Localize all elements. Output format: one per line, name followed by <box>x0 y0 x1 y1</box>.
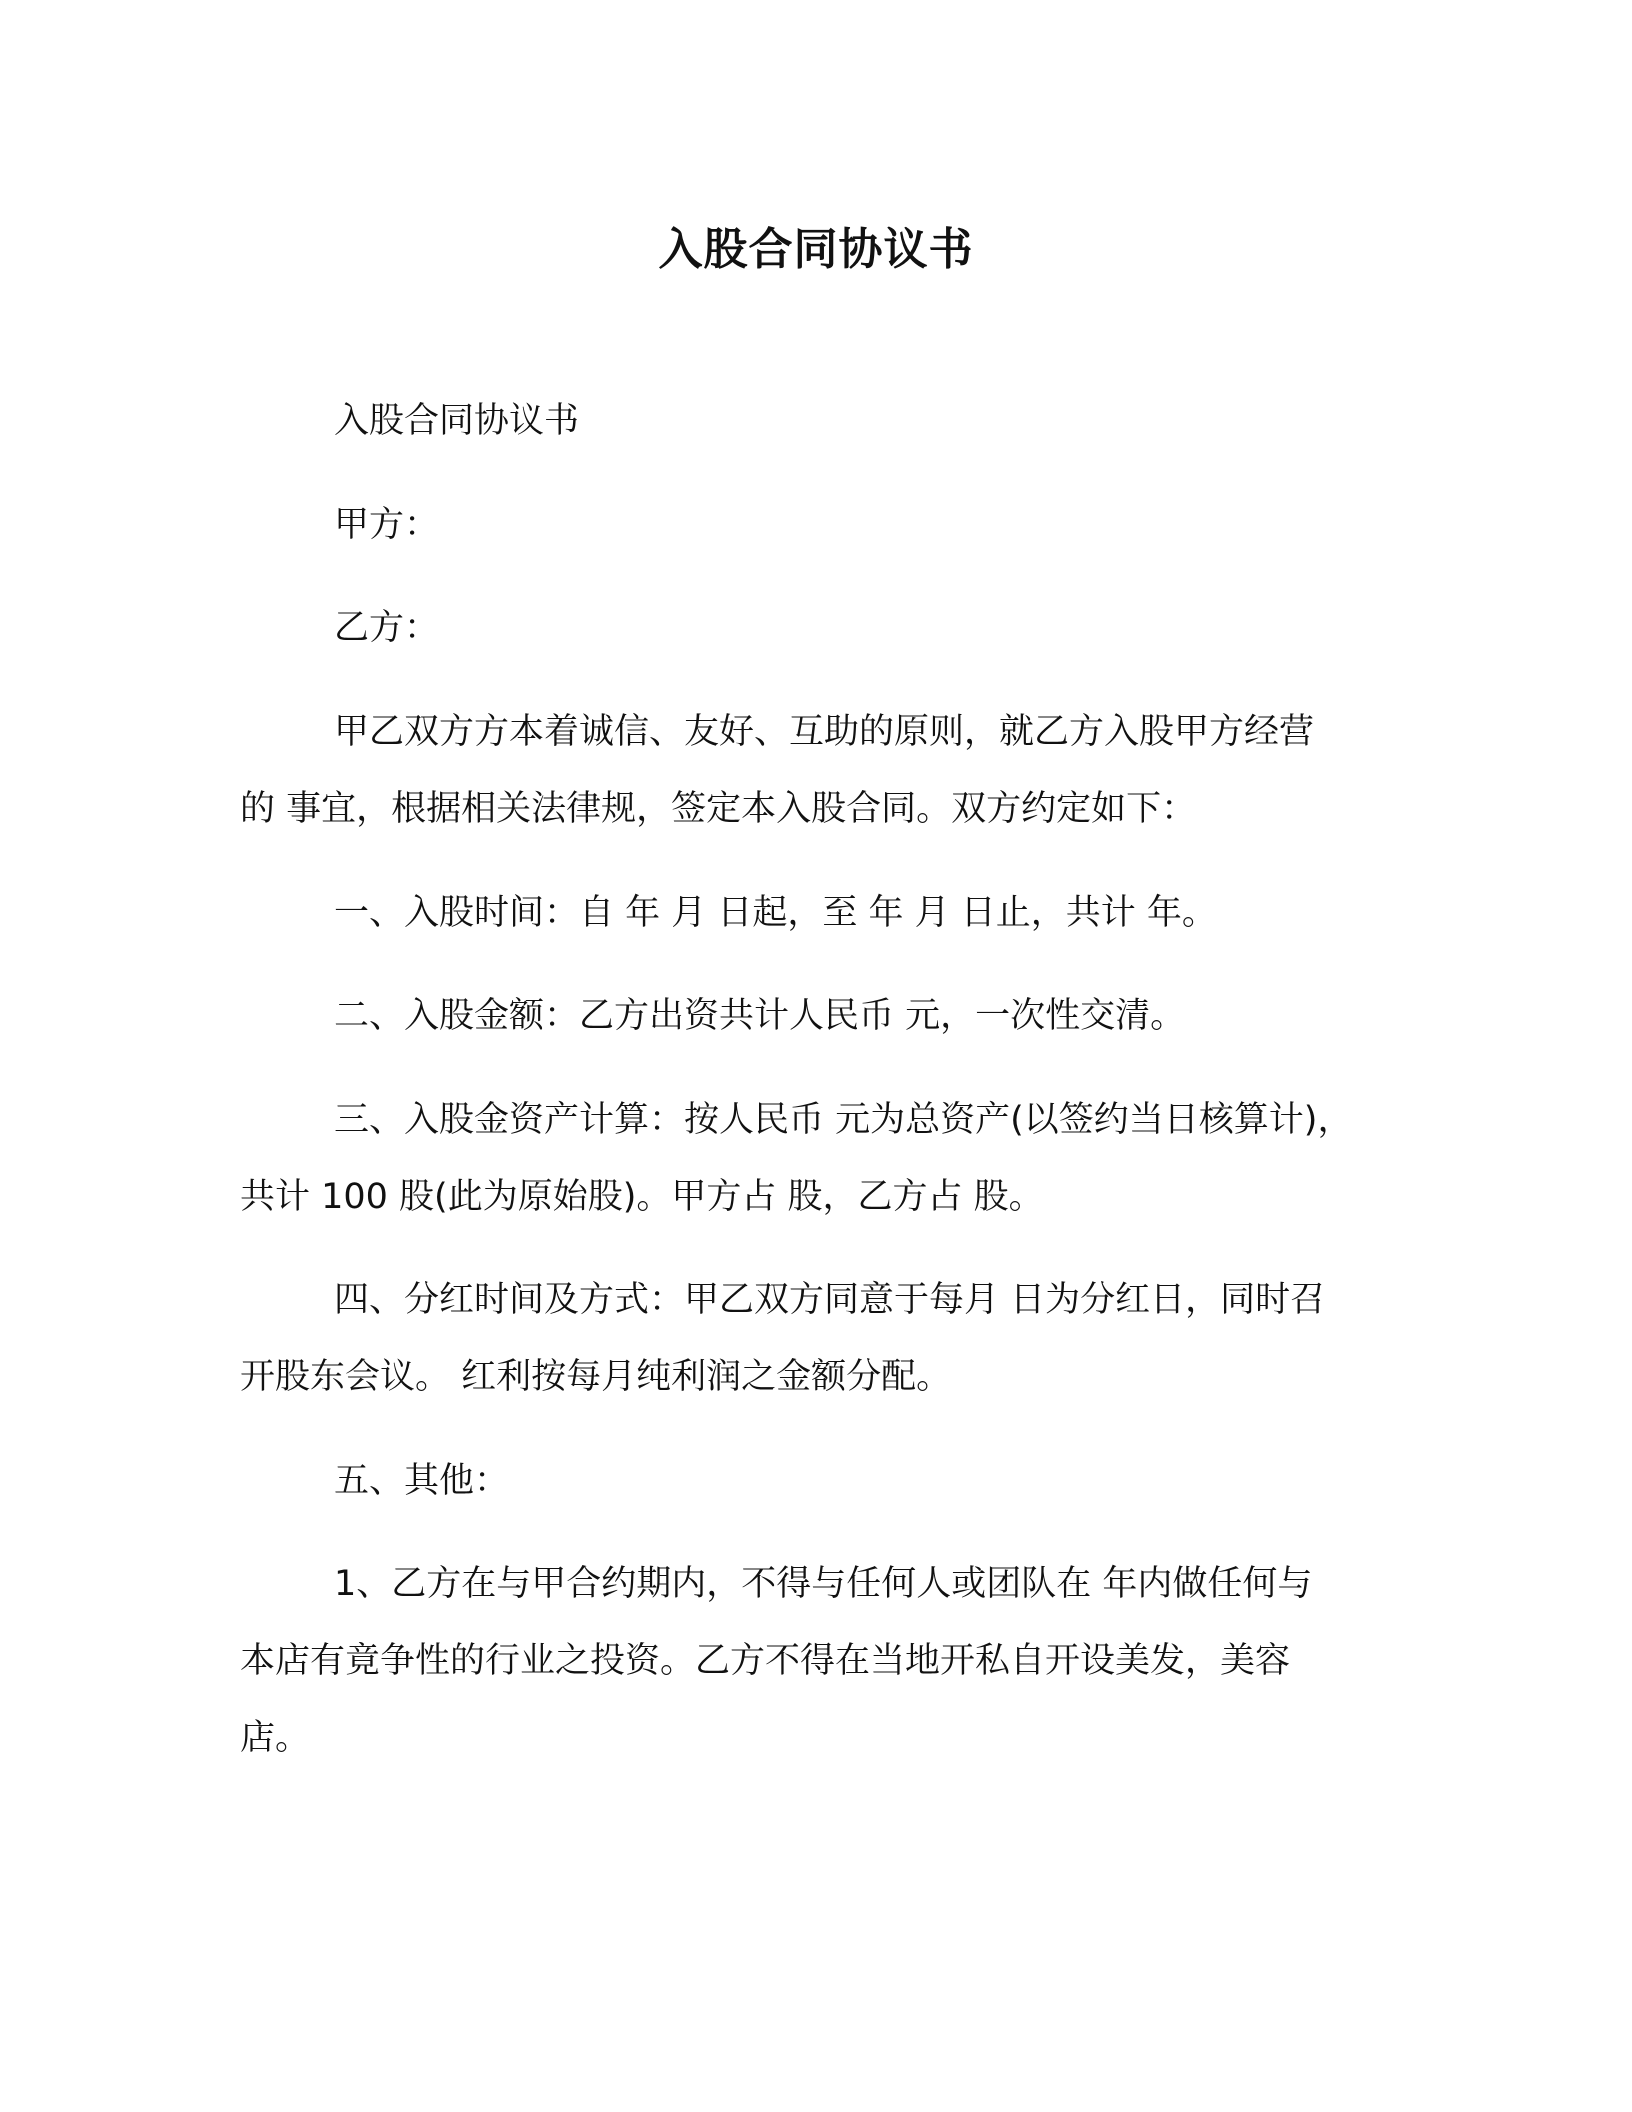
intro-paragraph-line-2: 的 事宜，根据相关法律规，签定本入股合同。双方约定如下： <box>240 789 1197 829</box>
party-a-label: 甲方： <box>334 505 440 545</box>
clause-3-line-2: 共计 100 股(此为原始股)。甲方占 股，乙方占 股。 <box>240 1177 1044 1217</box>
clause-5-item-1-line-2: 本店有竟争性的行业之投资。乙方不得在当地开私自开设美发，美容 <box>240 1641 1291 1681</box>
intro-paragraph-line-1: 甲乙双方方本着诚信、友好、互助的原则，就乙方入股甲方经营 <box>334 712 1315 752</box>
clause-5-item-1-line-1: 1、乙方在与甲合约期内，不得与任何人或团队在 年内做任何与 <box>334 1564 1313 1604</box>
clause-2-amount: 二、入股金额：乙方出资共计人民币 元，一次性交清。 <box>334 996 1186 1036</box>
clause-5-heading: 五、其他： <box>334 1461 510 1501</box>
clause-4-line-2: 开股东会议。 红利按每月纯利润之金额分配。 <box>240 1357 952 1397</box>
document-subtitle: 入股合同协议书 <box>334 401 580 441</box>
clause-1-term: 一、入股时间：自 年 月 日起，至 年 月 日止，共计 年。 <box>334 893 1217 933</box>
document-title: 入股合同协议书 <box>658 224 974 275</box>
clause-5-item-1-line-3: 店。 <box>240 1718 311 1758</box>
clause-4-line-1: 四、分红时间及方式：甲乙双方同意于每月 日为分红日，同时召 <box>334 1280 1326 1320</box>
party-b-label: 乙方： <box>334 608 440 648</box>
clause-3-line-1: 三、入股金资产计算：按人民币 元为总资产(以签约当日核算计)， <box>334 1100 1353 1140</box>
